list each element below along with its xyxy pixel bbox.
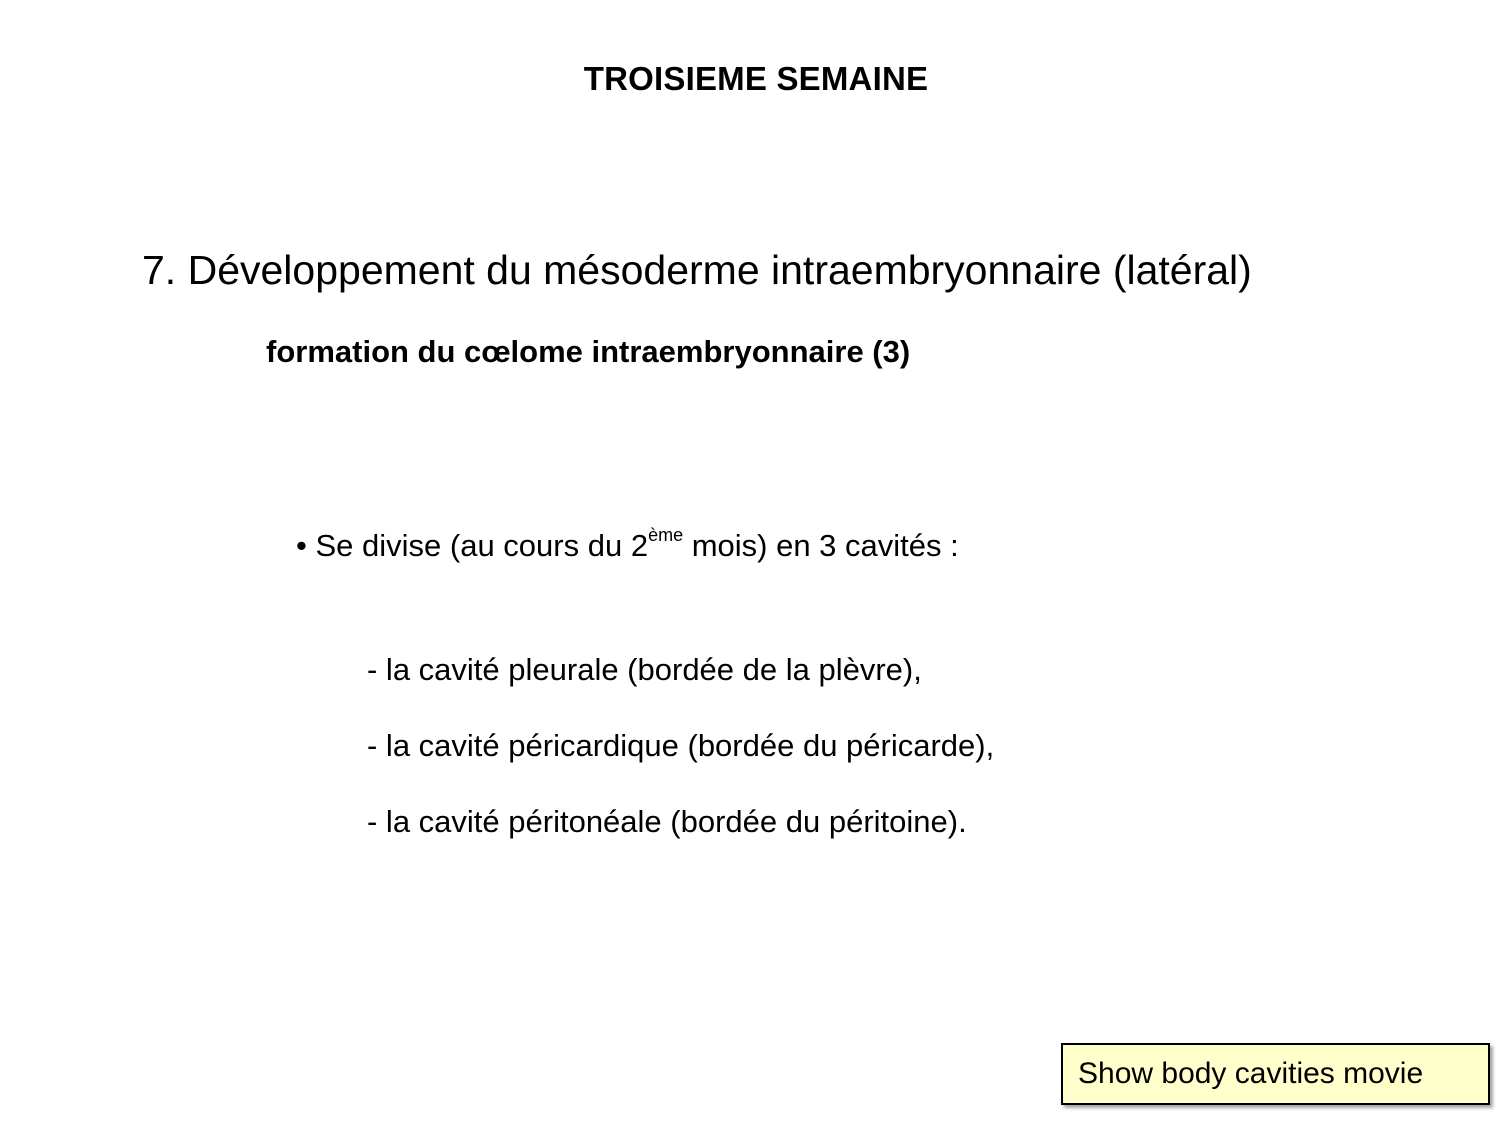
bullet-superscript: ème	[648, 524, 684, 545]
cavity-list	[367, 650, 994, 878]
page-title: TROISIEME SEMAINE	[583, 60, 929, 97]
bullet-text-start: Se divise (au cours du 2	[315, 528, 649, 563]
list-item-pleural-cavity: - la cavité pleurale (bordée de la plèvre),	[367, 652, 922, 687]
section-heading: 7. Développement du mésoderme intraembryonnaire (latéral)	[142, 247, 1252, 293]
section-subheading: formation du cœlome intraembryonnaire (3)	[266, 334, 911, 369]
list-item-pericardial-cavity: - la cavité péricardique (bordée du péricarde),	[367, 728, 995, 763]
show-movie-button[interactable]: Show body cavities movie	[1061, 1043, 1490, 1105]
bullet-marker: •	[296, 528, 307, 563]
list-item-peritoneal-cavity: - la cavité péritonéale (bordée du péritoine).	[367, 804, 967, 839]
bullet-text-end: mois) en 3 cavités :	[683, 528, 959, 563]
bullet-point	[296, 526, 959, 566]
